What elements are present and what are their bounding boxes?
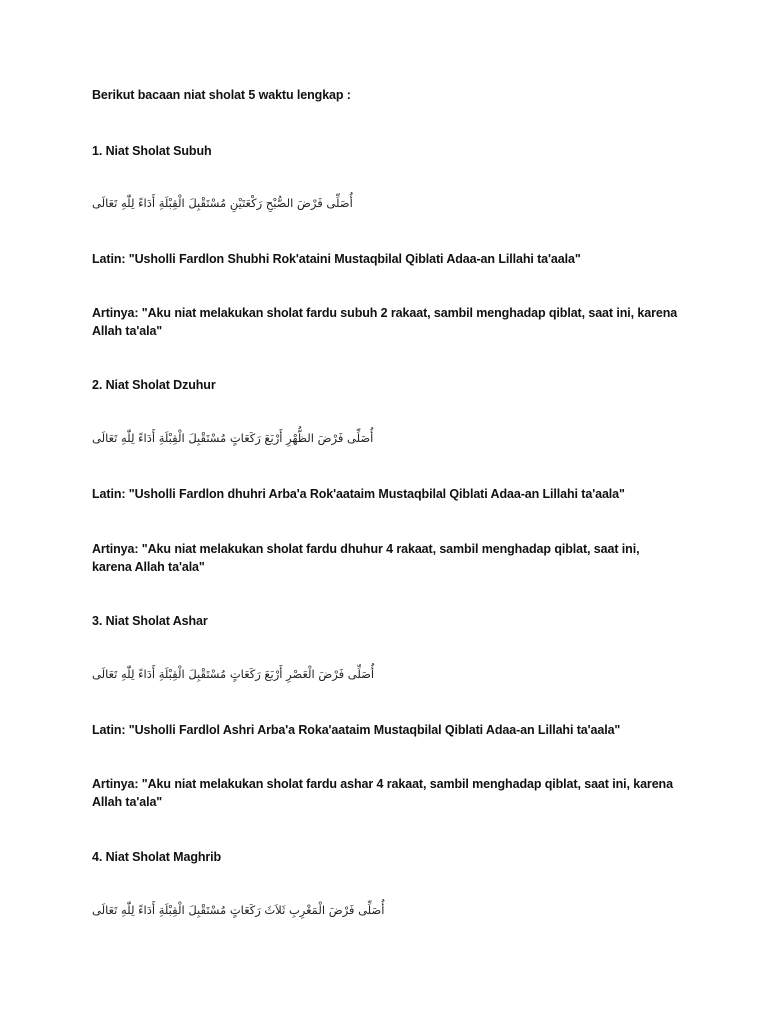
artinya-dzuhur-line1: Artinya: "Aku niat melakukan sholat fardu dhuhur 4 rakaat, sambil menghadap qiblat, saat ini, — [92, 542, 640, 556]
artinya-subuh-line1: Artinya: "Aku niat melakukan sholat fardu subuh 2 rakaat, sambil menghadap qiblat, saat ini, karena — [92, 306, 678, 320]
latin-dzuhur: Latin: "Usholli Fardlon dhuhri Arba'a Rok'aataim Mustaqbilal Qiblati Adaa-an Lillahi ta'aala" — [92, 487, 625, 501]
arabic-niat-maghrib: أُصَلِّى فَرْضَ الْمَغْرِبِ ثَلاَثَ رَكَعَاتٍ مُسْتَقْبِلَ الْقِبْلَةِ أَدَاءً لِلّٰهِ تَعَالَى — [92, 903, 385, 917]
arabic-niat-ashar: أُصَلِّى فَرْضَ الْعَصْرِ أَرْبَعَ رَكَعَاتٍ مُسْتَقْبِلَ الْقِبْلَةِ أَدَاءً لِلّٰهِ تَعَالَى — [92, 667, 375, 681]
section-heading-subuh: 1. Niat Sholat Subuh — [92, 144, 212, 158]
intro-text: Berikut bacaan niat sholat 5 waktu lengkap : — [92, 88, 351, 102]
artinya-subuh-line2: Allah ta'ala" — [92, 324, 163, 338]
artinya-ashar-line2: Allah ta'ala" — [92, 795, 163, 809]
arabic-niat-dzuhur: أُصَلِّى فَرْضَ الظُّهْرِ أَرْبَعَ رَكَعَاتٍ مُسْتَقْبِلَ الْقِبْلَةِ أَدَاءً لِلّٰهِ تَعَالَى — [92, 431, 374, 445]
section-heading-maghrib: 4. Niat Sholat Maghrib — [92, 850, 222, 864]
latin-ashar: Latin: "Usholli Fardlol Ashri Arba'a Roka'aataim Mustaqbilal Qiblati Adaa-an Lillahi ta'aala" — [92, 723, 621, 737]
latin-subuh: Latin: "Usholli Fardlon Shubhi Rok'ataini Mustaqbilal Qiblati Adaa-an Lillahi ta'aala" — [92, 252, 581, 266]
section-heading-ashar: 3. Niat Sholat Ashar — [92, 614, 208, 628]
artinya-dzuhur-line2: karena Allah ta'ala" — [92, 560, 205, 574]
arabic-niat-subuh: أُصَلِّى فَرْضَ الصُّبْحِ رَكْعَتَيْنِ مُسْتَقْبِلَ الْقِبْلَةِ أَدَاءً لِلّٰهِ تَعَالَى — [92, 196, 353, 210]
section-heading-dzuhur: 2. Niat Sholat Dzuhur — [92, 378, 216, 392]
artinya-ashar-line1: Artinya: "Aku niat melakukan sholat fardu ashar 4 rakaat, sambil menghadap qiblat, saat ini, karena — [92, 777, 673, 791]
